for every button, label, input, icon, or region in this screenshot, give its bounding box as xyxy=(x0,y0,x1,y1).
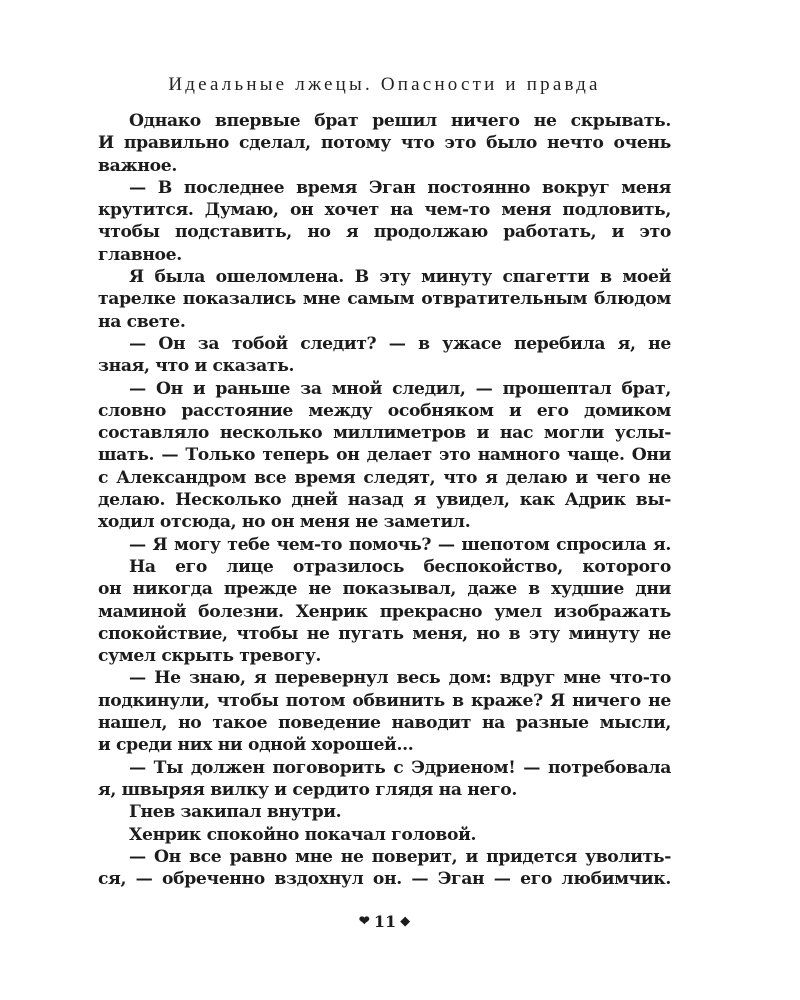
text-line: Хенрик спокойно покачал головой. xyxy=(129,824,477,845)
text-line: ся, — обреченно вздохнул он. — Эган — его любимчик. xyxy=(98,869,671,890)
text-line: спокойствие, чтобы не пугать меня, но в эту минуту не xyxy=(98,623,671,644)
text-line: — Он все равно мне не поверит, и придется уволить- xyxy=(129,846,671,867)
text-line: я, швыряя вилку и сердито глядя на него. xyxy=(98,779,518,800)
text-line: он никогда прежде не показывал, даже в худшие дни xyxy=(98,579,671,600)
text-line: На его лице отразилось беспокойство, которого xyxy=(129,556,671,577)
text-line: с Александром все время следят, что я делаю и чего не xyxy=(98,467,671,488)
diamond-icon: ◆ xyxy=(400,914,411,929)
text-line: Я была ошеломлена. В эту минуту спагетти в моей xyxy=(129,267,671,288)
text-line: — Он за тобой следит? — в ужасе перебила я, не xyxy=(129,333,671,354)
heart-icon: ❤ xyxy=(358,914,370,929)
text-line: словно расстояние между особняком и его домиком xyxy=(98,400,671,421)
text-line: делаю. Несколько дней назад я увидел, как Адрик вы- xyxy=(98,490,671,511)
running-head: Идеальные лжецы. Опасности и правда xyxy=(168,74,601,95)
text-line: и среди них ни одной хорошей... xyxy=(98,735,414,756)
text-line: чтобы подставить, но я продолжаю работать, и это xyxy=(98,222,671,243)
text-line: сумел скрыть тревогу. xyxy=(98,646,322,667)
text-line: шать. — Только теперь он делает это намного чаще. Они xyxy=(98,445,671,466)
text-line: — Ты должен поговорить с Эдриеном! — потребовала xyxy=(129,757,671,778)
text-line: на свете. xyxy=(98,311,186,332)
text-line: Однако впервые брат решил ничего не скрывать. xyxy=(129,111,671,131)
text-line: — Я могу тебе чем-то помочь? — шепотом спросила я. xyxy=(129,534,671,555)
text-line: важное. xyxy=(98,155,177,176)
text-line: — Он и раньше за мной следил, — прошептал брат, xyxy=(129,378,671,399)
text-line: составляло несколько миллиметров и нас могли услы- xyxy=(98,423,671,444)
text-line: зная, что и сказать. xyxy=(98,356,295,377)
page-number: 11 xyxy=(373,912,397,931)
folio xyxy=(98,911,671,931)
text-line: подкинули, чтобы потом обвинить в краже? Я ничего не xyxy=(98,690,671,711)
text-line: — В последнее время Эган постоянно вокруг меня xyxy=(129,177,671,198)
text-line: И правильно сделал, потому что это было нечто очень xyxy=(98,133,671,154)
text-line: крутится. Думаю, он хочет на чем-то меня подловить, xyxy=(98,200,671,221)
book-page xyxy=(98,0,671,1000)
text-line: ходил отсюда, но он меня не заметил. xyxy=(98,512,471,533)
text-line: тарелке показались мне самым отвратительным блюдом xyxy=(98,289,671,310)
text-line: нашел, но такое поведение наводит на разные мысли, xyxy=(98,713,671,734)
body-text xyxy=(98,110,671,890)
text-line: маминой болезни. Хенрик прекрасно умел изображать xyxy=(98,601,671,622)
text-line: — Не знаю, я перевернул весь дом: вдруг мне что-то xyxy=(129,668,671,689)
text-line: Гнев закипал внутри. xyxy=(129,802,342,823)
text-line: главное. xyxy=(98,244,182,265)
